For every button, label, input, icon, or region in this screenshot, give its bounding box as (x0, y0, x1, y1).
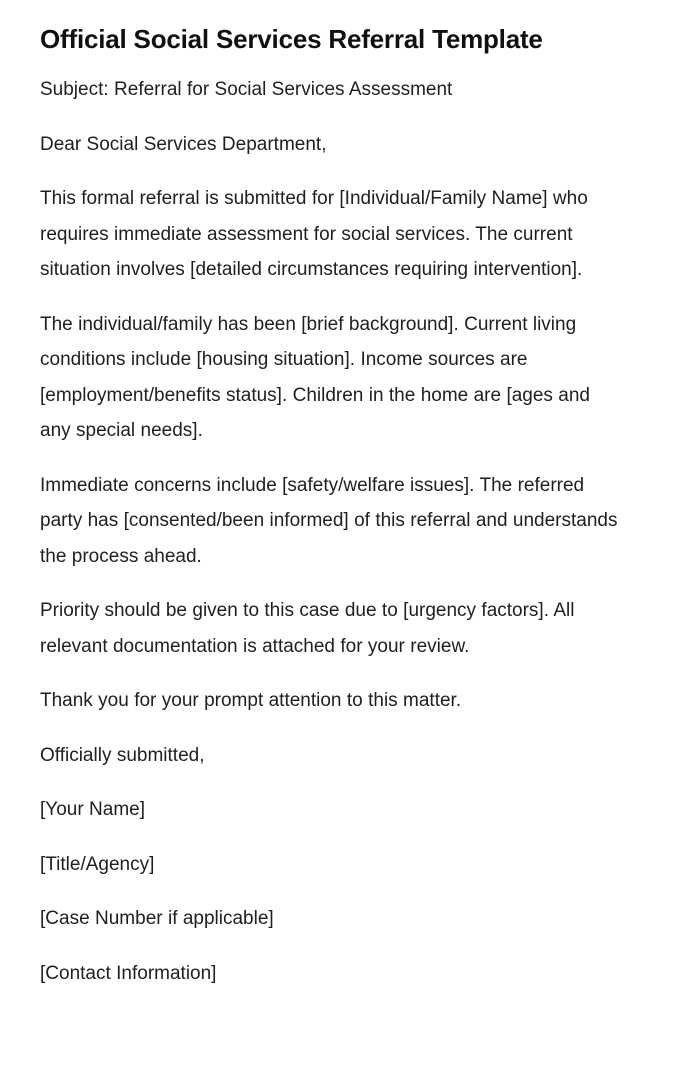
paragraph-thank-you: Thank you for your prompt attention to this matter. (40, 690, 462, 711)
paragraph-subject-line: Subject: Referral for Social Services Assessment (40, 79, 453, 100)
paragraph-background-details: The individual/family has been [brief background]. Current living conditions include [housing situation]. Income sources are [employment/benefits status]. Children in the home are [ages and any special needs]. (40, 313, 591, 441)
paragraph-closing: Officially submitted, (40, 744, 205, 766)
signature-your-name: [Your Name] (40, 799, 146, 820)
signature-case-number: [Case Number if applicable] (40, 908, 274, 929)
signature-title-agency: [Title/Agency] (40, 853, 155, 875)
paragraph-salutation: Dear Social Services Department, (40, 133, 327, 155)
page-title: Official Social Services Referral Template (40, 24, 543, 54)
signature-contact-information: [Contact Information] (40, 962, 217, 984)
paragraph-referral-introduction: This formal referral is submitted for [Individual/Family Name] who requires immediate assessment for social services. The current situation involves [detailed circumstances requiring intervention]. (40, 188, 588, 280)
paragraph-immediate-concerns: Immediate concerns include [safety/welfare issues]. The referred party has [consented/been informed] of this referral and understands the process ahead. (40, 474, 618, 567)
paragraph-priority-request: Priority should be given to this case due to [urgency factors]. All relevant documentation is attached for your review. (40, 600, 575, 657)
